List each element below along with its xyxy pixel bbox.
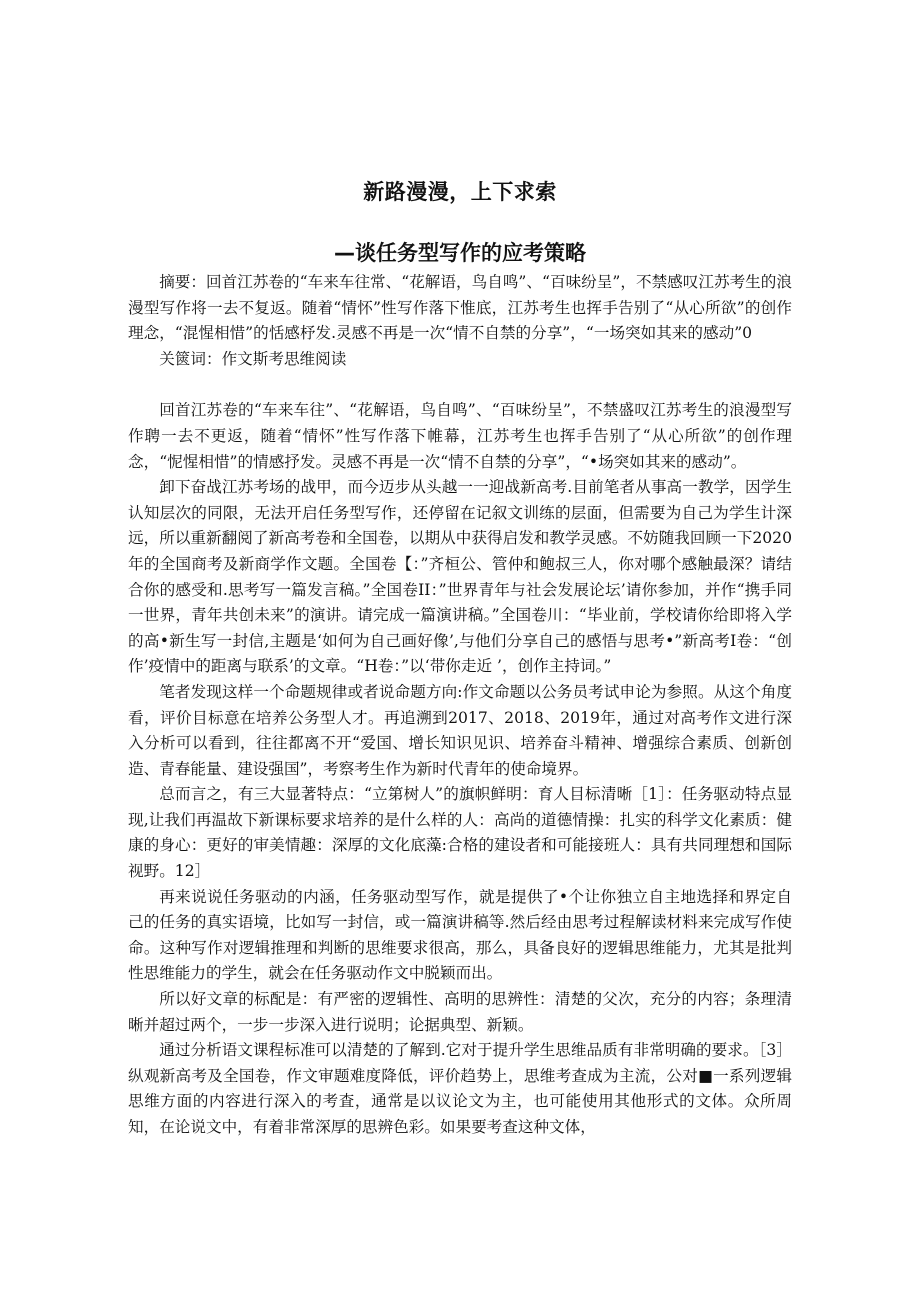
keywords-paragraph: 关篋词：作文斯考思维阅读 xyxy=(159,349,347,368)
abstract-paragraph: 摘要：回首江苏卷的“车来车往常、“花解语，鸟自鸣”、“百味纷呈”，不禁感叹江苏考生的浪漫型写作将一去不复返。随着“情怀”性写作落下惟底，江苏考生也挥手告别了“从心所欲”的创作理念，“混惺相惜”的恬感杼发.灵感不再是一次“情不自禁的分享”，“一场突如其来的感动”0 xyxy=(128,273,792,343)
body-paragraph-6: 所以好文章的标配是：有严密的逻辑性、高明的思辨性：清楚的父次，充分的内容；条理清晰并超过两个，一步一步深入进行说明；论据典型、新颖。 xyxy=(128,990,792,1034)
document-title: 新路漫漫，上下求索 xyxy=(363,180,557,204)
section-spacer xyxy=(128,372,792,398)
body-paragraph-7: 通过分析语文课程标准可以清楚的了解到.它对于提升学生思维品质有非常明确的要求。［3］纵观新高考及全国卷，作文审题难度降低，评价趋势上，思维考查成为主流，公对■一系列逻辑思维方面的内容进行深入的考査，通常是以议论文为主，也可能使用其他形式的文体。众所周知，在论说文中，有着非常深厚的思辨色彩。如果要考查这种文体， xyxy=(128,1041,792,1136)
body-paragraph-4: 总而言之，有三大显著特点：“立第树人”的旗帜鲜明：育人目标清晰［1］：任务驱动特点显现,让我们再温故下新课标要求培养的是什么样的人：高尚的道德情操：扎实的科学文化素质：健康的身心：更好的审美情趣：深厚的文化底藻:合格的建设者和可能接班人：具有共同理想和国际视野。12］ xyxy=(128,785,792,881)
body-paragraph-5: 再来说说任务驱动的内涵，任务驱动型写作，就是提供了•个让你独立自主地选择和界定自己的任务的真实语境，比如写一封信，或一篇演讲稿等.然后经由思考过程解读材料来完成写作使命。这种写作对逻辑推理和判断的思维要求很高，那么，具备良好的逻辑思维能力，尤其是批判性思维能力的学生，就会在任务驱动作文中脱颖而出。 xyxy=(128,887,792,983)
body-paragraph-3: 笔者发现这样一个命题规律或者说命题方向:作文命题以公务员考试申论为参照。从这个角度看，评价目标意在培养公务型人才。再追溯到2017、2018、2019年，通过对高考作文进行深入分析可以看到，往往都离不开“爱国、增长知识见识、培养奋斗精神、增强综合素质、创新创造、青春能量、建设强国”，考察考生作为新时代青年的使命境界。 xyxy=(128,682,792,778)
body-paragraph-1: 回首江苏卷的“车来车往”、“花解语，鸟自鸣”、“百味纷呈”，不禁盛叹江苏考生的浪漫型写作聘一去不更返，随着“情怀”性写作落下帷幕，江苏考生也挥手告别了“从心所欲”的创作理念，“怩惺相惜”的情感抒发。灵感不再是一次“情不自禁的分享”，“•场突如其来的感动”。 xyxy=(128,401,792,471)
body-paragraph-2: 卸下奋战江苏考场的战甲，而今迈步从头越一一迎战新高考.目前笔者从事高一教学，因学生认知层次的同限，无法开启任务型写作，还停留在记叙文训练的层面，但需要为自己为学生计深远，所以重新翻阅了新高考卷和全国卷，以期从中获得启发和教学灵感。不妨随我回顾一下2020年的全国商考及新商学作文题。全国卷【：”齐桓公、管仲和鲍叔三人，你对哪个感触最深？请结合你的感受和.思考写一篇发言稿。”全国卷II：”世界青年与社会发展论坛’请你参加，并作“携手同一世界，青年共创未来”的演讲。请完成一篇演讲稿。”全国卷川：“毕业前，学校请你给即将入学的高•新生写一封信,主题是‘如何为自己画好像’,与他们分享自己的感悟与思考•”新高考I卷：“创作’疫情中的距离与联系’的文章。“H卷：”以‘带你走近 ’，创作主持词。” xyxy=(128,478,792,676)
document-subtitle: —谈任务型写作的应考策略 xyxy=(334,241,586,265)
